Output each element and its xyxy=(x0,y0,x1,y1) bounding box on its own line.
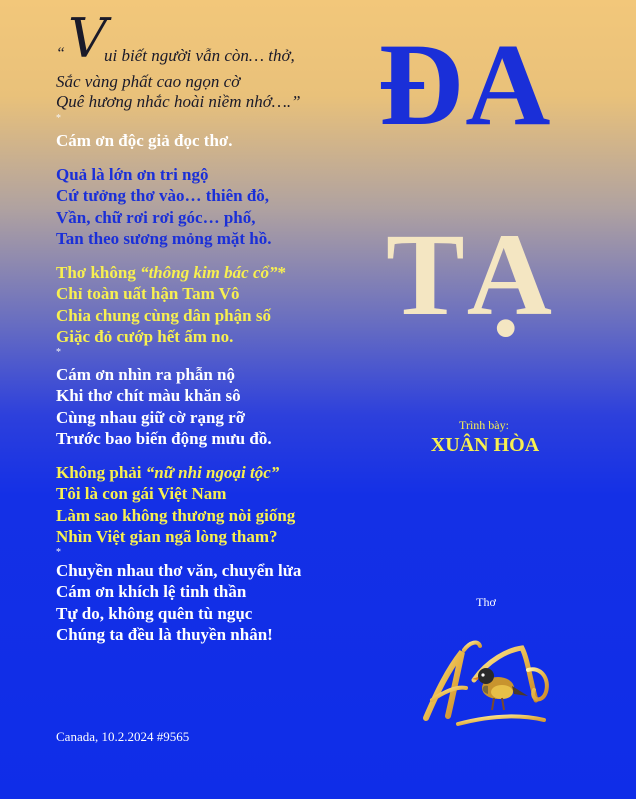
stanza-6 xyxy=(56,560,386,646)
intro-line-2: Sắc vàng phất cao ngọn cờ xyxy=(56,72,241,91)
stanza-line: Khi thơ chít màu khăn sô xyxy=(56,386,241,405)
stanza-3-emphasis: “thông kim bác cổ” xyxy=(140,262,278,282)
stanza-separator: * xyxy=(56,546,61,558)
genre-label: Thơ xyxy=(476,595,496,609)
stanza-line: Tan theo sương mỏng mặt hồ. xyxy=(56,229,272,248)
stanza-line: Chỉ toàn uất hận Tam Vô xyxy=(56,284,240,303)
footnote-star: * xyxy=(277,262,286,282)
stanza-line: Chia chung cùng dân phận số xyxy=(56,305,271,325)
intro-line-1 xyxy=(56,7,386,70)
stanza-line: Nhìn Việt gian ngã lòng tham? xyxy=(56,527,278,546)
footer-date: Canada, 10.2.2024 #9565 xyxy=(56,729,190,744)
stanza-separator: * xyxy=(56,346,61,358)
intro-quote xyxy=(56,7,386,112)
stanza-line: Giặc đỏ cướp hết ấm no. xyxy=(56,327,234,346)
stanza-line: Quả là lớn ơn tri ngộ xyxy=(56,164,209,184)
signature-logo xyxy=(418,630,558,730)
stanza-line: Chúng ta đều là thuyền nhân! xyxy=(56,625,273,644)
stanza-2 xyxy=(56,164,386,250)
stanza-4 xyxy=(56,364,386,450)
presenter-name: XUÂN HÒA xyxy=(430,434,540,456)
stanza-line: Cứ tưởng thơ vào… thiên đô, xyxy=(56,186,270,205)
stanza-5 xyxy=(56,462,386,548)
open-quote-mark: “ xyxy=(56,45,65,62)
intro-line-1-text: ui biết người vẫn còn… thở, xyxy=(104,46,295,65)
stanza-line: Trước bao biến động mưu đồ. xyxy=(56,429,272,448)
poem-body xyxy=(56,7,386,646)
stanza-3-lead: Thơ không xyxy=(56,262,141,282)
stanza-line: Vần, chữ rơi rơi góc… phố, xyxy=(56,207,256,227)
title-line-1: ĐA xyxy=(378,19,553,150)
stanza-separator: * xyxy=(56,113,61,124)
bird-icon xyxy=(472,668,528,710)
stanza-line: Làm sao không thương nòi giống xyxy=(56,505,296,525)
stanza-line: Cám ơn khích lệ tinh thần xyxy=(56,582,247,601)
presenter-label: Trình bày: xyxy=(459,418,509,432)
decorative-initial-v: V xyxy=(68,7,107,70)
title-line-2: TẠ xyxy=(386,209,554,340)
stanza-line xyxy=(56,462,386,484)
stanza-line: Chuyền nhau thơ văn, chuyển lửa xyxy=(56,560,302,580)
stanza-line: Tự do, không quên tù ngục xyxy=(56,603,253,623)
intro-line-3: Quê hương nhắc hoài niềm nhớ….” xyxy=(56,92,301,111)
stanza-line: Cùng nhau giữ cờ rạng rỡ xyxy=(56,407,246,427)
stanza-line xyxy=(56,262,386,284)
stanza-1 xyxy=(56,130,386,152)
stanza-line: Cám ơn nhìn ra phẫn nộ xyxy=(56,364,236,384)
stanza-3 xyxy=(56,262,386,348)
stanza-1-line: Cám ơn độc giả đọc thơ. xyxy=(56,131,233,150)
stanza-line: Tôi là con gái Việt Nam xyxy=(56,484,227,503)
stanza-5-lead: Không phải xyxy=(56,462,146,482)
stanza-5-emphasis: “nữ nhi ngoại tộc” xyxy=(145,462,280,482)
